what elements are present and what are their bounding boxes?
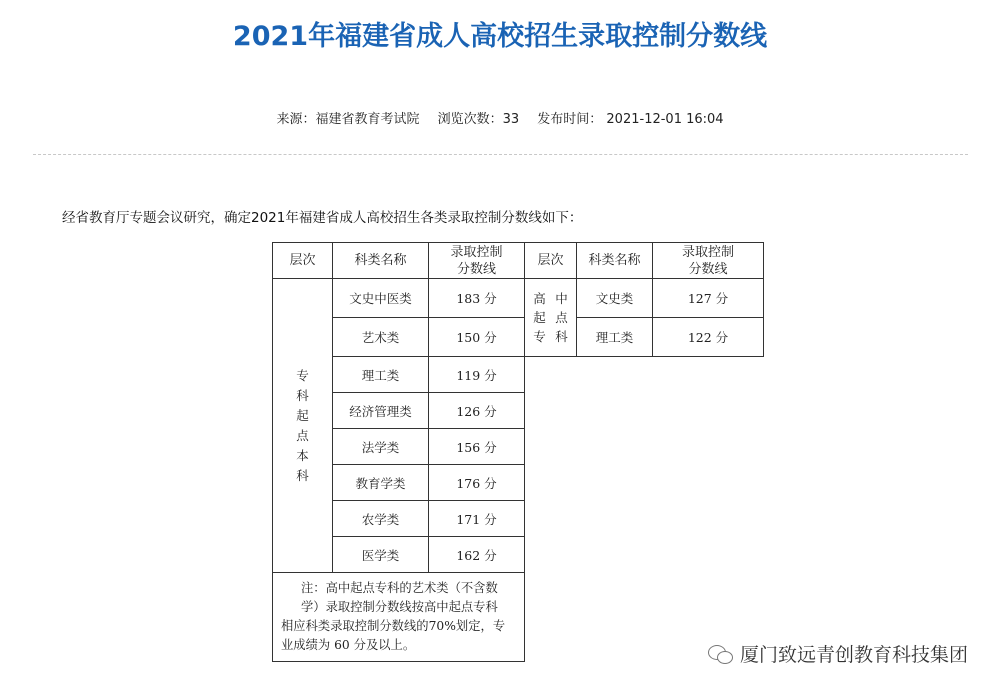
table-note	[273, 573, 525, 662]
view-count: 浏览次数：33	[437, 112, 520, 127]
score-table	[272, 242, 764, 662]
empty-area	[525, 357, 764, 573]
level-char: 科	[296, 467, 309, 483]
note-line-1: 注：高中起点专科的艺术类（不含数学）录取控制分数线按高中起点专科	[301, 581, 498, 614]
level-char: 起	[533, 310, 546, 325]
category-cell: 理工类	[577, 318, 653, 357]
divider	[33, 154, 968, 155]
note-row	[273, 573, 764, 662]
score-cell: 126 分	[429, 393, 525, 429]
level-char: 专	[296, 367, 309, 383]
level-char: 起	[296, 407, 309, 423]
header-score-line2: 分数线	[456, 261, 496, 277]
level-char: 高	[533, 291, 546, 306]
header-category-2: 科类名称	[577, 243, 653, 279]
category-cell: 文史类	[577, 279, 653, 318]
score-cell: 171 分	[429, 501, 525, 537]
score-cell: 127 分	[653, 279, 764, 318]
category-cell: 农学类	[333, 501, 429, 537]
note-line-2: 相应科类录取控制分数线的70%划定，专业成绩为 60 分及以上。	[281, 619, 506, 652]
watermark-text: 厦门致远青创教育科技集团	[739, 644, 968, 666]
intro-paragraph: 经省教育厅专题会议研究，确定2021年福建省成人高校招生各类录取控制分数线如下：	[62, 210, 583, 226]
score-cell: 162 分	[429, 537, 525, 573]
category-cell: 艺术类	[333, 318, 429, 357]
category-cell: 法学类	[333, 429, 429, 465]
category-cell: 经济管理类	[333, 393, 429, 429]
table-header-row	[273, 243, 764, 279]
score-cell: 119 分	[429, 357, 525, 393]
level-char: 点	[555, 310, 568, 325]
level-char: 本	[296, 447, 309, 463]
category-cell: 医学类	[333, 537, 429, 573]
level-char: 中	[555, 291, 568, 306]
table-row	[273, 318, 764, 357]
level-char: 科	[555, 329, 568, 344]
table-row	[273, 357, 764, 393]
score-cell: 150 分	[429, 318, 525, 357]
level-char: 科	[296, 387, 309, 403]
header-level: 层次	[273, 243, 333, 279]
score-cell: 176 分	[429, 465, 525, 501]
header-level-2: 层次	[525, 243, 577, 279]
source-text: 来源：福建省教育考试院	[276, 112, 420, 127]
watermark	[708, 640, 968, 667]
header-category: 科类名称	[333, 243, 429, 279]
level-char: 点	[296, 427, 309, 443]
score-cell: 183 分	[429, 279, 525, 318]
header-score-line2-2: 分数线	[688, 261, 728, 277]
page-title: 2021年福建省成人高校招生录取控制分数线	[232, 21, 768, 52]
level-associate	[525, 279, 577, 357]
score-cell: 122 分	[653, 318, 764, 357]
level-char: 专	[533, 329, 546, 344]
table-row	[273, 279, 764, 318]
header-score-2	[653, 243, 764, 279]
score-cell: 156 分	[429, 429, 525, 465]
category-cell: 理工类	[333, 357, 429, 393]
header-score-line1: 录取控制	[450, 244, 503, 260]
article-meta	[0, 108, 1000, 127]
wechat-icon	[708, 643, 734, 665]
category-cell: 教育学类	[333, 465, 429, 501]
category-cell: 文史中医类	[333, 279, 429, 318]
header-score-line1-2: 录取控制	[681, 244, 734, 260]
level-bachelor	[273, 279, 333, 573]
publish-time: 发布时间： 2021-12-01 16:04	[537, 112, 724, 127]
header-score	[429, 243, 525, 279]
